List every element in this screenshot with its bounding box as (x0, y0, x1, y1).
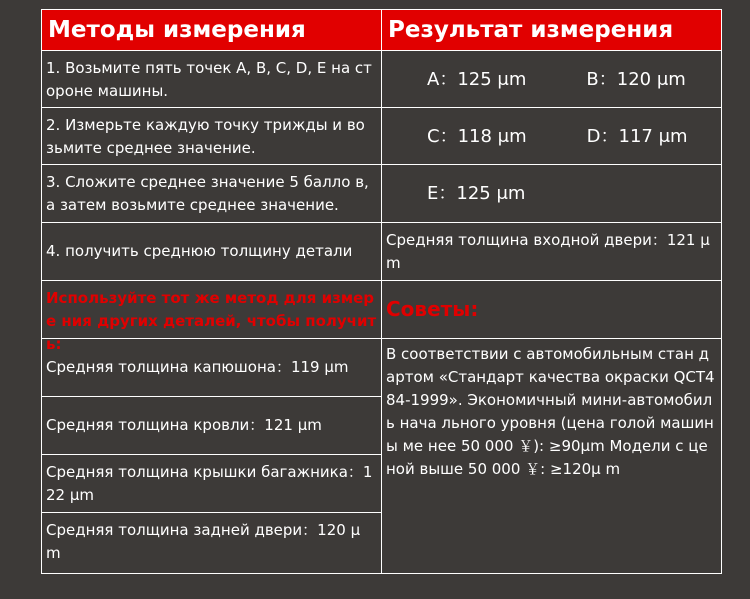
door-average: Средняя толщина входной двери：121 μm (381, 222, 722, 281)
part-rear-door: Средняя толщина задней двери：120 μ m (41, 512, 382, 574)
step-1: 1. Возьмите пять точек A, B, C, D, E на ст ороне машины. (41, 50, 382, 108)
measurement-e: E：125 μm (427, 183, 526, 204)
measurement-a: A：125 μm (427, 68, 527, 90)
measurement-b: B：120 μm (586, 68, 686, 90)
step-3: 3. Сложите среднее значение 5 балло в, а затем возьмите среднее значение. (41, 164, 382, 223)
standard-text: В соответствии с автомобильным стан дартом «Стандарт качества окраски QCT484-1999». Экономичный мини-автомобиль нача льного уровня (цена голой машины ме нее 50 000 ￥): ≥90μm Модели с ценой выше 50 000 ￥: ≥120μ m (381, 338, 722, 574)
part-trunk-lid: Средняя толщина крышки багажника：122 μm (41, 454, 382, 513)
part-hood: Средняя толщина капюшона：119 μm (41, 338, 382, 397)
result-row-cd (381, 107, 722, 165)
step-2: 2. Измерьте каждую точку трижды и во зьмите среднее значение. (41, 107, 382, 165)
tips-label: Советы: (381, 280, 722, 339)
measurement-table (41, 9, 722, 574)
result-row-ab (381, 50, 722, 108)
step-4: 4. получить среднюю толщину детали (41, 222, 382, 281)
part-roof: Средняя толщина кровли：121 μm (41, 396, 382, 455)
method-note: Используйте тот же метод для измере ния других деталей, чтобы получить: (41, 280, 382, 339)
methods-header: Методы измерения (41, 9, 382, 51)
result-row-e (381, 164, 722, 223)
measurement-d: D：117 μm (586, 125, 688, 147)
results-header: Результат измерения (381, 9, 722, 51)
measurement-c: C：118 μm (427, 125, 527, 147)
